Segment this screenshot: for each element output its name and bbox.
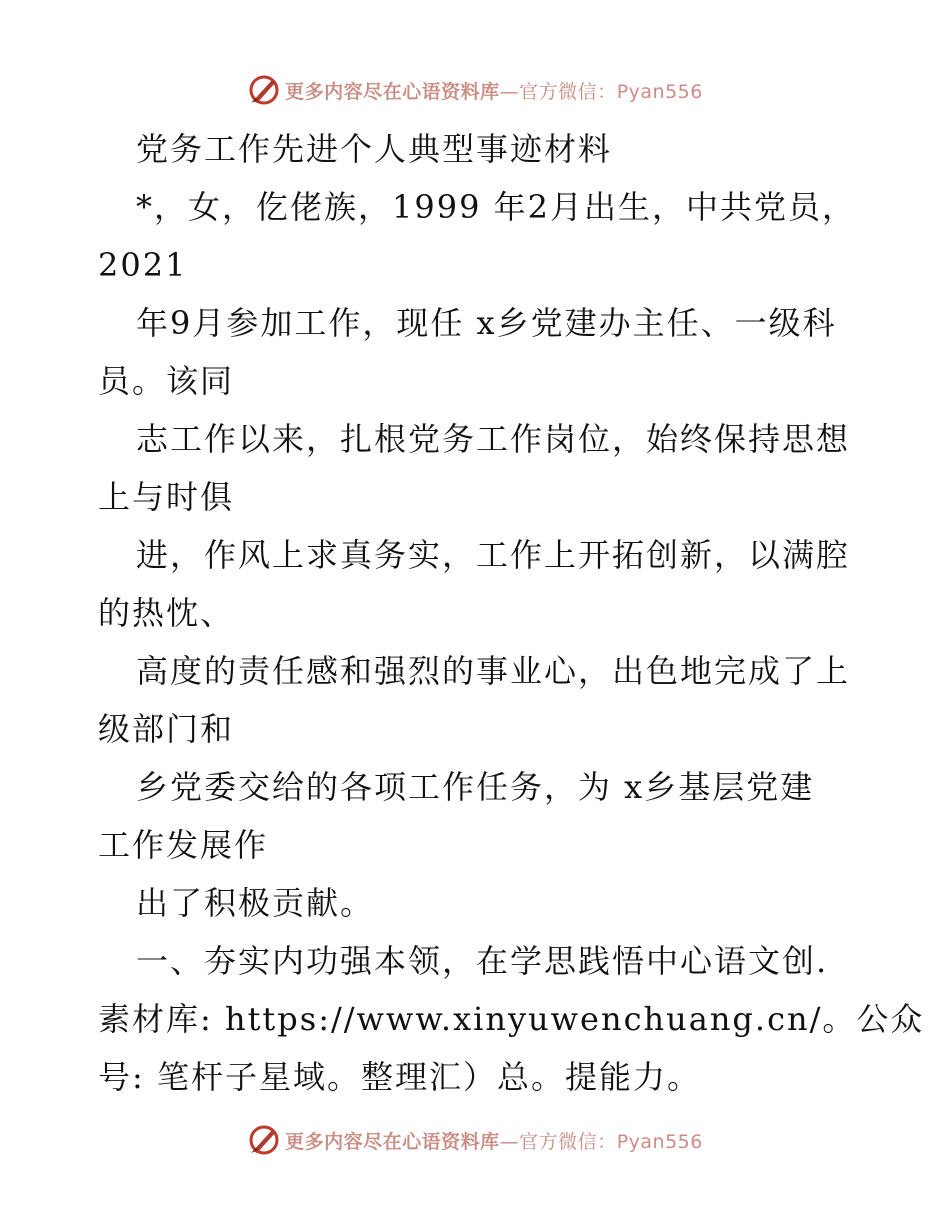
document-line: 年9月参加工作，现任 x乡党建办主任、一级科	[136, 304, 837, 342]
quill-pen-logo-icon	[247, 1123, 281, 1157]
document-line: 的热忱、	[98, 594, 235, 632]
header-watermark	[0, 70, 950, 110]
document-line: 工作发展作	[98, 826, 269, 864]
document-line: 高度的责任感和强烈的事业心，出色地完成了上	[136, 652, 851, 690]
footer-watermark	[0, 1120, 950, 1160]
document-line: *，女，仡佬族，1999 年2月出生，中共党员，	[136, 188, 856, 226]
document-line: 级部门和	[98, 710, 235, 748]
document-line: 乡党委交给的各项工作任务，为 x乡基层党建	[136, 768, 815, 806]
document-line: 员。该同	[98, 362, 235, 400]
document-line: 2021	[98, 246, 188, 284]
document-title: 党务工作先进个人典型事迹材料	[136, 130, 613, 168]
document-line: 号: 笔杆子星域。整理汇）总。提能力。	[98, 1058, 701, 1096]
document-body	[98, 120, 925, 1106]
watermark-wechat-id: Pyan556	[616, 1130, 703, 1153]
document-line: 素材库: https://www.xinyuwenchuang.cn/。公众	[98, 1000, 925, 1038]
document-line: 出了积极贡献。	[136, 884, 375, 922]
document-line: 志工作以来，扎根党务工作岗位，始终保持思想	[136, 420, 851, 458]
watermark-wechat-id: Pyan556	[616, 80, 703, 103]
quill-pen-logo-icon	[247, 73, 281, 107]
section-heading: 一、夯实内功强本领，在学思践悟中心语文创.	[136, 942, 829, 980]
document-line: 上与时俱	[98, 478, 235, 516]
watermark-wechat-label: 官方微信：	[519, 1130, 617, 1153]
watermark-text: 更多内容尽在心语资料库	[285, 80, 500, 103]
watermark-text: 更多内容尽在心语资料库	[285, 1130, 500, 1153]
watermark-separator: —	[499, 1130, 520, 1153]
watermark-separator: —	[499, 80, 520, 103]
document-line: 进，作风上求真务实，工作上开拓创新，以满腔	[136, 536, 851, 574]
watermark-wechat-label: 官方微信：	[519, 80, 617, 103]
